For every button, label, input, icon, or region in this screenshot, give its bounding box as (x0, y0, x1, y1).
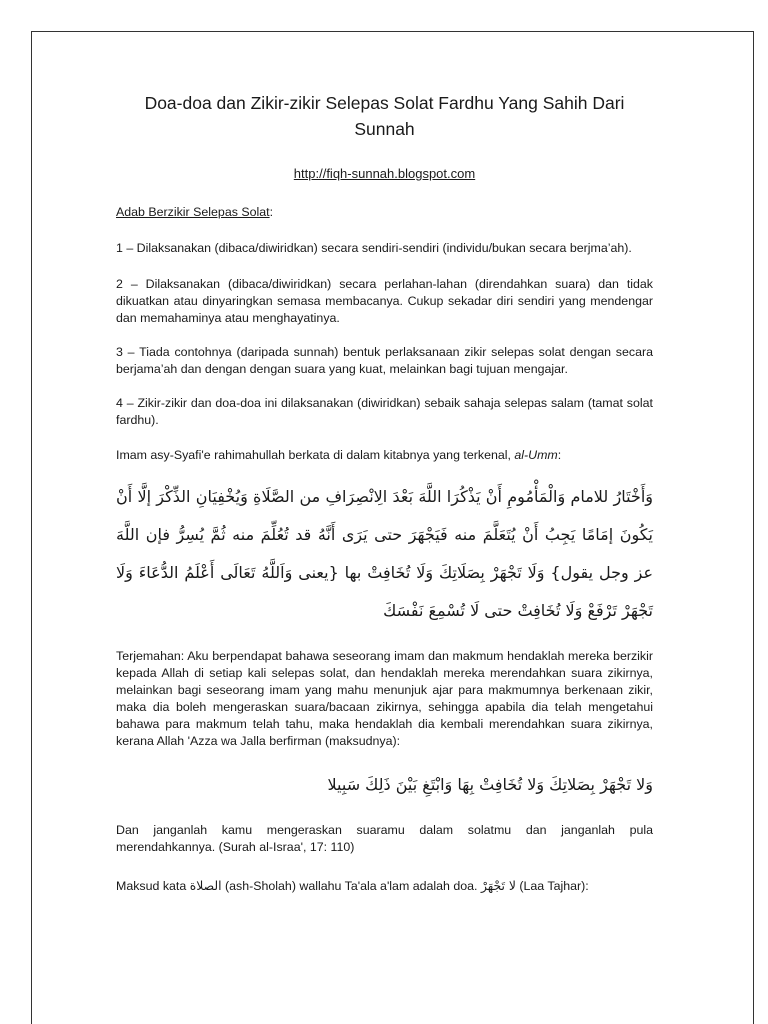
quote-source: al-Umm (514, 448, 558, 462)
maksud-arabic-solat: الصلاة (189, 878, 222, 893)
quote-intro (116, 447, 653, 464)
adab-item-2: 2 – Dilaksanakan (dibaca/diwiridkan) secara perlahan-lahan (direndahkan suara) dan tidak dikuatkan atau dinyaringkan semasa membacanya. Cukup sekadar diri sendiri yang mendengar dan memahaminya atau menghayatinya. (116, 277, 653, 325)
section-heading-text: Adab Berzikir Selepas Solat (116, 205, 270, 219)
page-title: Doa-doa dan Zikir-zikir Selepas Solat Fardhu Yang Sahih Dari Sunnah (144, 93, 625, 139)
maksud-paragraph (116, 877, 653, 895)
section-heading-colon: : (269, 205, 274, 219)
verse-translation: Dan janganlah kamu mengeraskan suaramu dalam solatmu dan janganlah pula merendahkannya. (Surah al-Israa', 17: 110) (116, 823, 653, 854)
maksud-arabic-tajhar: لا تَجْهَرْ (480, 878, 516, 893)
maksud-text-start: Maksud kata (116, 879, 190, 893)
adab-item-4: 4 – Zikir-zikir dan doa-doa ini dilaksanakan (diwiridkan) sebaik sahaja selepas salam (tamat solat fardhu). (116, 396, 653, 427)
quote-intro-colon: : (557, 448, 562, 462)
maksud-text-end: (Laa Tajhar): (515, 879, 589, 893)
maksud-text-mid: (ash-Sholah) wallahu Ta'ala a'lam adalah doa. (221, 879, 481, 893)
section-heading (116, 204, 653, 221)
source-link[interactable]: http://fiqh-sunnah.blogspot.com (293, 166, 476, 181)
translation-paragraph: Terjemahan: Aku berpendapat bahawa seseorang imam dan makmum hendaklah mereka berzikir kepada Allah di setiap kali selepas solat, dan hendaklah mereka merendahkan suara zikirnya, melainkan bagi seseorang imam yang mahu menunjuk ajar para makmumnya berkenaan zikir, maka dia boleh mengeraskan suara/bacaan zikirnya, sehingga apabila dia telah mengetahui bahawa para makmum telah tahu, maka hendaklah dia kembali merendahkan suara zikirnya, kerana Allah 'Azza wa Jalla berfirman (maksudnya): (116, 649, 653, 748)
arabic-quote: وَأَخْتَارُ للامام وَالْمَأْمُومِ أَنْ يَذْكُرَا اللَّهَ بَعْدَ الِانْصِرَافِ من الصَّلَاةِ وَيُخْفِيَانِ الذِّكْرَ إلَّا أَنْ يَكُونَ إمَامًا يَجِبُ أَنْ يُتَعَلَّمَ منه فَيَجْهَرَ حتى يَرَى أَنَّهُ قد تُعُلِّمَ منه ثُمَّ يُسِرُّ فإن اللَّهَ عز وجل يقول} وَلَا تَجْهَرْ بِصَلَاتِكَ وَلَا تُخَافِتْ بها {يعنى وَاَللَّهُ تَعَالَى أَعْلَمُ الدُّعَاءَ وَلَا تَجْهَرْ تَرْفَعْ وَلَا تُخَافِتْ حتى لَا تُسْمِعَ نَفْسَكَ (116, 487, 653, 620)
document-body (116, 90, 653, 895)
quote-intro-text: Imam asy-Syafi'e rahimahullah berkata di dalam kitabnya yang terkenal, (116, 448, 515, 462)
adab-item-1: 1 – Dilaksanakan (dibaca/diwiridkan) secara sendiri-sendiri (individu/bukan secara berjma’ah). (116, 241, 632, 255)
arabic-verse: وَلا تَجْهَرْ بِصَلاتِكَ وَلا تُخَافِتْ بِهَا وَابْتَغِ بَيْنَ ذَلِكَ سَبِيلا (327, 775, 653, 794)
adab-item-3: 3 – Tiada contohnya (daripada sunnah) bentuk perlaksanaan zikir selepas solat dengan secara berjama’ah dan dengan dengan suara yang kuat, melainkan bagi tujuan mengajar. (116, 345, 653, 376)
